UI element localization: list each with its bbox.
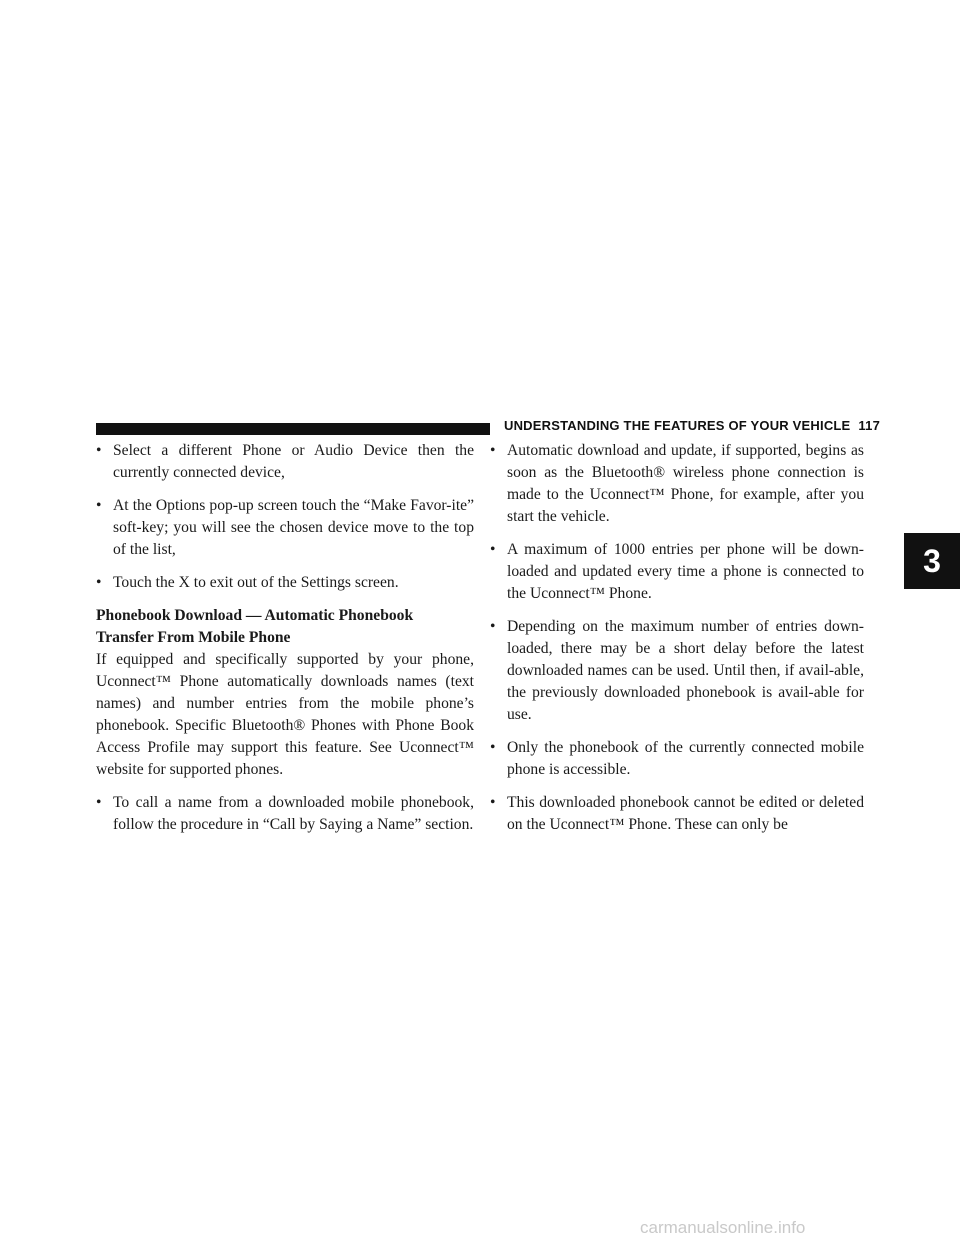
bullet-glyph: • — [490, 442, 496, 459]
bullet-glyph: • — [96, 497, 102, 514]
page-number: 117 — [858, 418, 880, 433]
section-heading: Phonebook Download — Automatic Phonebook Transfer From Mobile Phone — [96, 607, 414, 646]
bullet-glyph: • — [96, 442, 102, 459]
list-item: • At the Options pop-up screen touch the “Make Favor-ite” soft-key; you will see the chosen device move to the top of the list, — [96, 497, 474, 558]
list-item: • Select a different Phone or Audio Device then the currently connected device, — [96, 442, 474, 481]
body-paragraph: If equipped and specifically supported by your phone, Uconnect™ Phone automatically downloads names (text names) and number entries from the mobile phone’s phonebook. Specific Bluetooth® Phones with Phone Book Access Profile may support this feature. See Uconnect™ website for supported phones. — [96, 651, 474, 778]
bullet-list-top — [96, 440, 474, 594]
list-item: • Only the phonebook of the currently connected mobile phone is accessible. — [490, 739, 864, 778]
bullet-glyph: • — [96, 794, 102, 811]
chapter-tab: 3 — [904, 533, 960, 589]
running-header — [504, 418, 880, 433]
bullet-list-right — [490, 440, 864, 836]
watermark: carmanualsonline.info — [640, 1218, 806, 1237]
list-item: • This downloaded phonebook cannot be edited or deleted on the Uconnect™ Phone. These can only be — [490, 794, 864, 833]
list-item: • A maximum of 1000 entries per phone will be down-loaded and updated every time a phone is connected to the Uconnect™ Phone. — [490, 541, 864, 602]
bullet-glyph: • — [490, 794, 496, 811]
left-column — [96, 440, 474, 847]
list-item: • Depending on the maximum number of entries down-loaded, there may be a short delay before the latest downloaded names can be used. Until then, if avail-able, the previously downloaded phonebook is avail-able for use. — [490, 618, 864, 723]
bullet-list-bottom — [96, 792, 474, 836]
bullet-glyph: • — [490, 541, 496, 558]
header-rule — [96, 423, 490, 435]
bullet-glyph: • — [96, 574, 102, 591]
list-item: • Automatic download and update, if supported, begins as soon as the Bluetooth® wireless phone connection is made to the Uconnect™ Phone, for example, after you start the vehicle. — [490, 442, 864, 525]
list-item: • To call a name from a downloaded mobile phonebook, follow the procedure in “Call by Saying a Name” section. — [96, 794, 474, 833]
list-item: • Touch the X to exit out of the Settings screen. — [96, 572, 474, 594]
bullet-glyph: • — [490, 739, 496, 756]
bullet-glyph: • — [490, 618, 496, 635]
header-title: UNDERSTANDING THE FEATURES OF YOUR VEHICLE — [504, 418, 851, 433]
right-column — [490, 440, 864, 847]
